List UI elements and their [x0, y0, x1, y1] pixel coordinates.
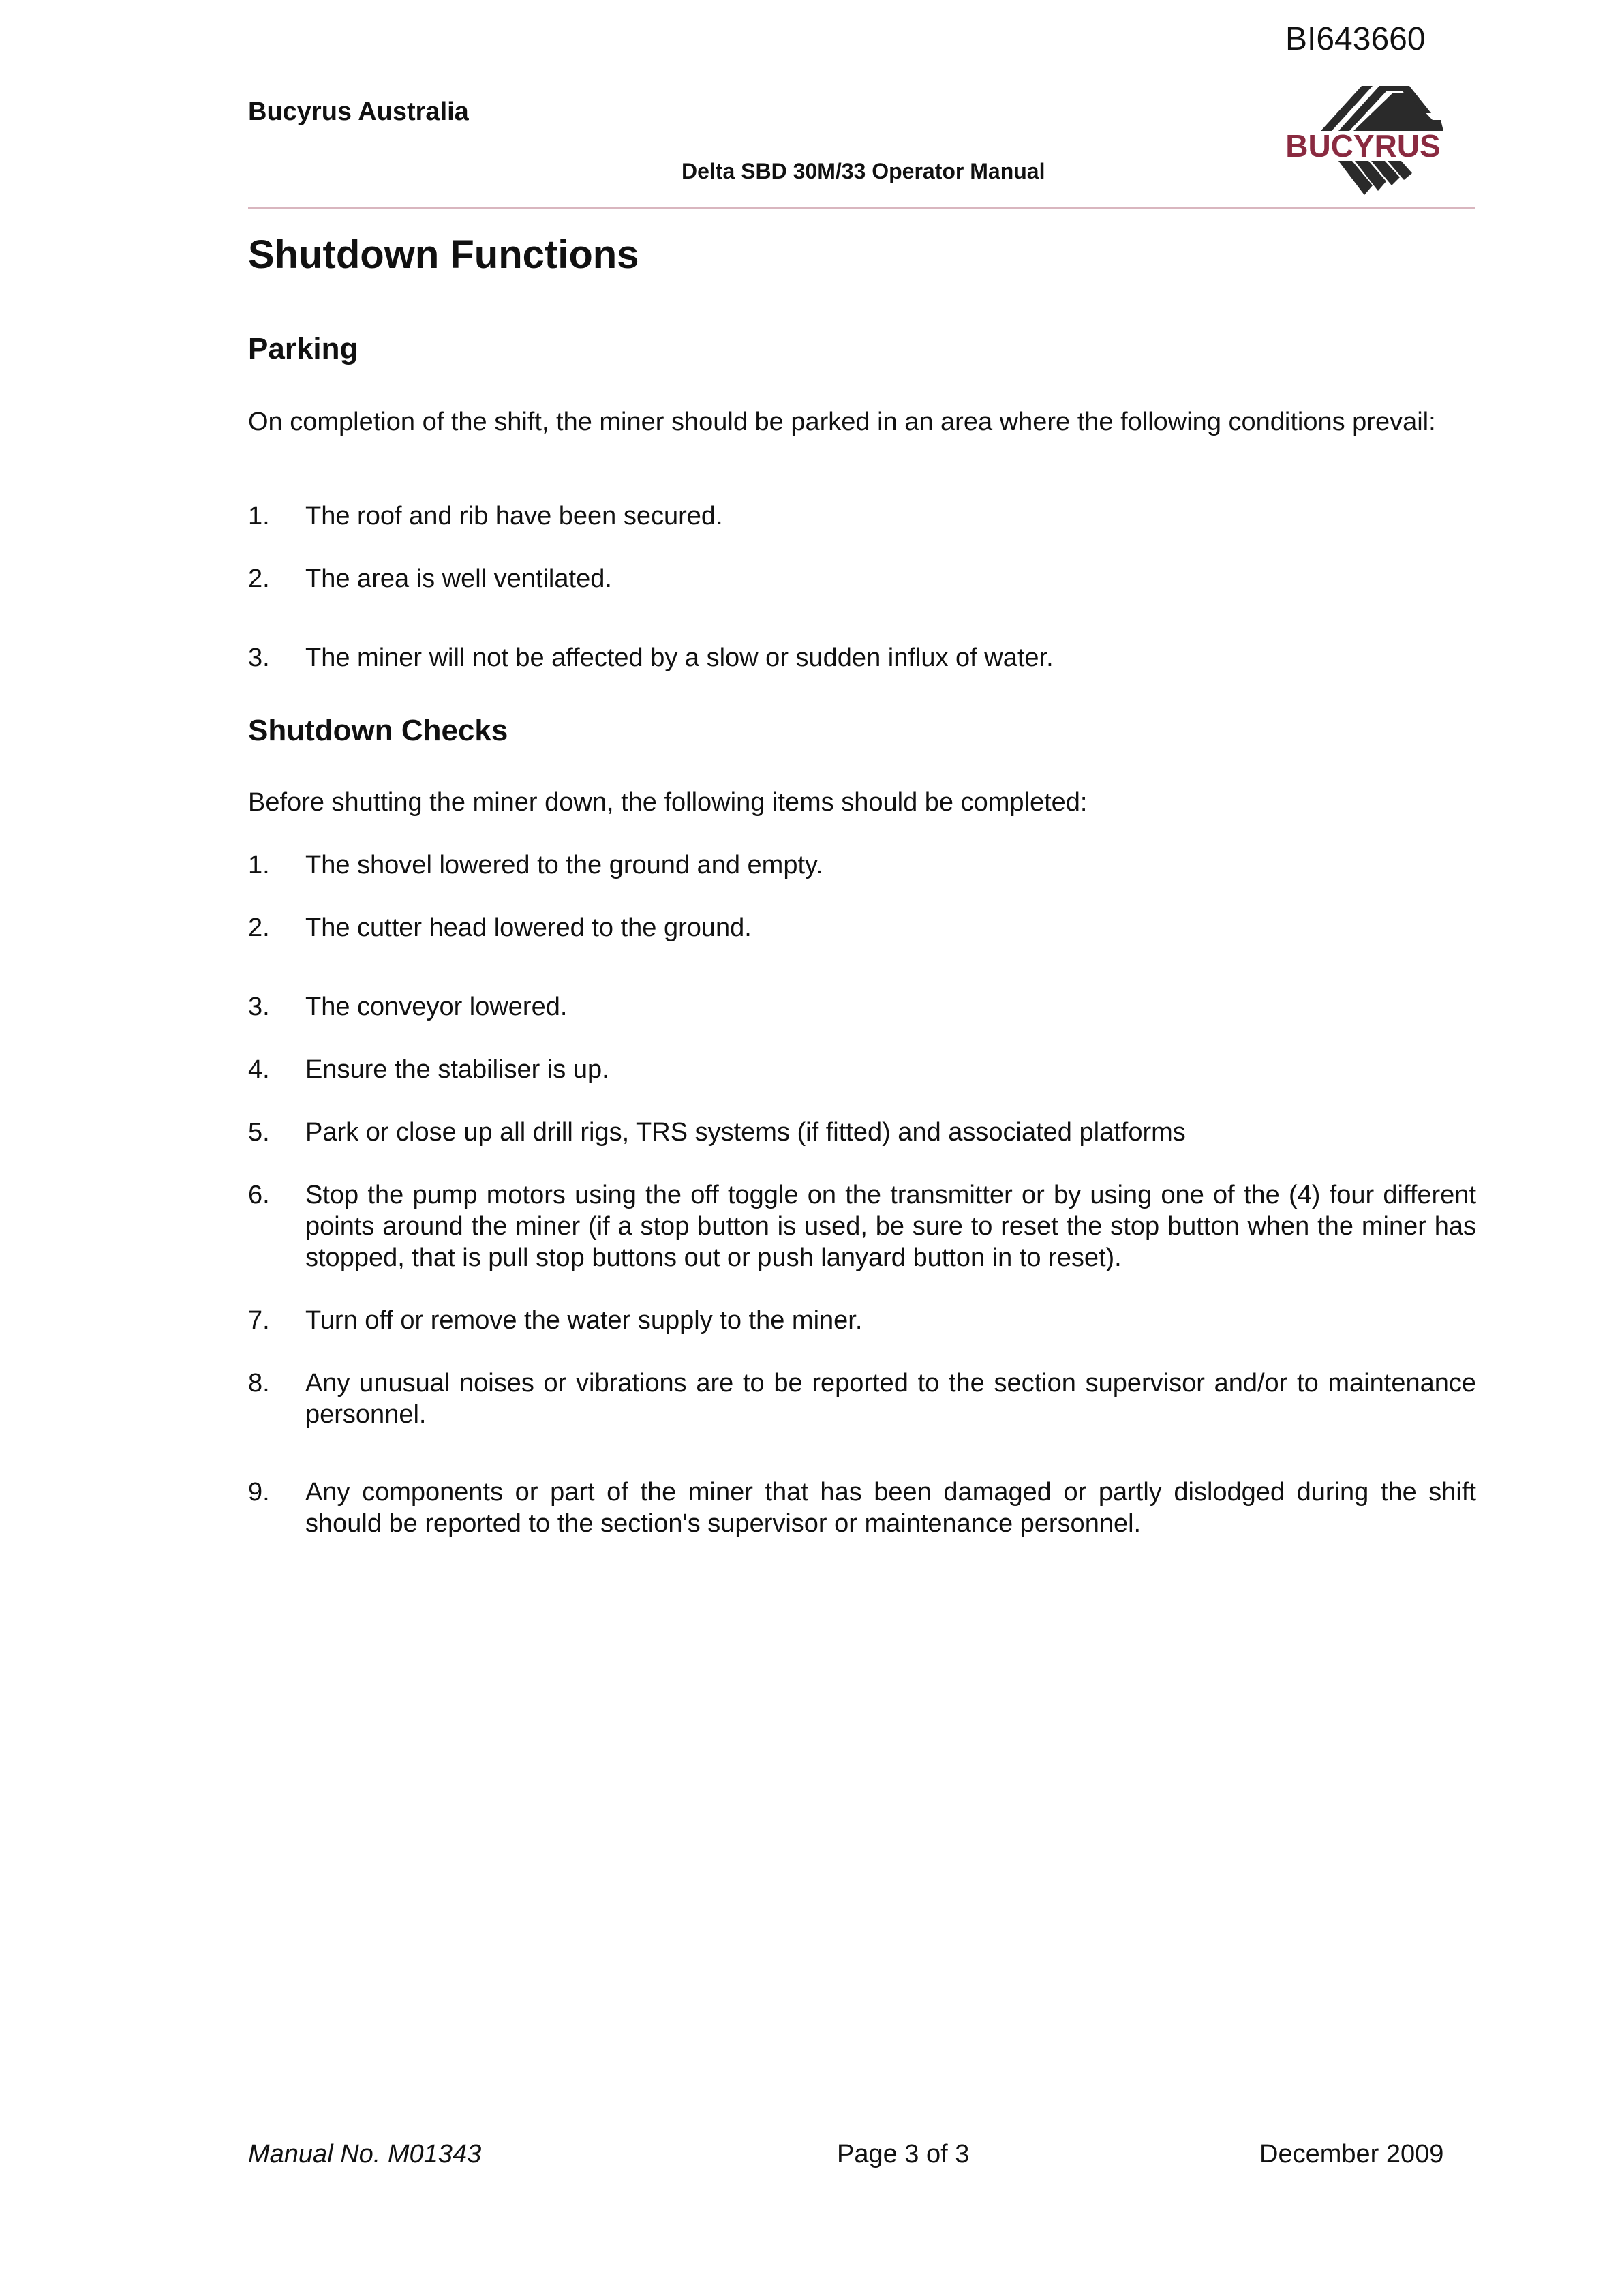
list-text: Park or close up all drill rigs, TRS systems (if fitted) and associated platforms — [305, 1118, 1186, 1147]
list-number: 9. — [248, 1478, 270, 1507]
list-text: The roof and rib have been secured. — [305, 502, 723, 530]
footer-page-number: Page 3 of 3 — [837, 2140, 970, 2169]
document-id: BI643660 — [1285, 21, 1426, 57]
list-number: 7. — [248, 1306, 270, 1335]
list-number: 2. — [248, 564, 270, 593]
list-text: Turn off or remove the water supply to the miner. — [305, 1306, 863, 1335]
list-number: 3. — [248, 644, 270, 672]
logo-wordmark: BUCYRUS — [1285, 128, 1441, 164]
company-name: Bucyrus Australia — [248, 97, 469, 126]
manual-title: Delta SBD 30M/33 Operator Manual — [682, 159, 1045, 183]
parking-intro-text: On completion of the shift, the miner should be parked in an area where the following conditions prevail: — [248, 408, 1436, 436]
list-text: The conveyor lowered. — [305, 993, 568, 1021]
list-number: 6. — [248, 1181, 270, 1209]
list-text: The area is well ventilated. — [305, 564, 612, 593]
list-text: Ensure the stabiliser is up. — [305, 1055, 609, 1084]
list-text: Any unusual noises or vibrations are to be reported to the section supervisor and/or to maintenance personnel. — [305, 1369, 1476, 1429]
list-text: The cutter head lowered to the ground. — [305, 913, 752, 942]
header-divider — [248, 207, 1475, 209]
list-number: 3. — [248, 993, 270, 1021]
list-number: 1. — [248, 502, 270, 530]
bucyrus-logo-icon — [1273, 83, 1457, 196]
bucyrus-logo — [1273, 83, 1457, 196]
footer-manual-number: Manual No. M01343 — [248, 2140, 482, 2169]
list-number: 4. — [248, 1055, 270, 1084]
list-text: Stop the pump motors using the off toggle on the transmitter or by using one of the (4) four different points around the miner (if a stop button is used, be sure to reset the stop button when the miner has stopped, that is pull stop buttons out or push lanyard button in to reset). — [305, 1181, 1476, 1272]
list-text: The shovel lowered to the ground and empty. — [305, 851, 823, 879]
list-number: 5. — [248, 1118, 270, 1147]
list-text: Any components or part of the miner that has been damaged or partly dislodged during the shift should be reported to the section's supervisor or maintenance personnel. — [305, 1478, 1476, 1538]
footer-date: December 2009 — [1259, 2140, 1444, 2169]
shutdown-checks-intro-text: Before shutting the miner down, the following items should be completed: — [248, 788, 1088, 817]
list-number: 1. — [248, 851, 270, 879]
page-title: Shutdown Functions — [248, 232, 639, 277]
section-title-shutdown-checks: Shutdown Checks — [248, 714, 508, 747]
list-number: 2. — [248, 913, 270, 942]
list-text: The miner will not be affected by a slow or sudden influx of water. — [305, 644, 1054, 672]
list-number: 8. — [248, 1369, 270, 1398]
section-title-parking: Parking — [248, 332, 358, 365]
